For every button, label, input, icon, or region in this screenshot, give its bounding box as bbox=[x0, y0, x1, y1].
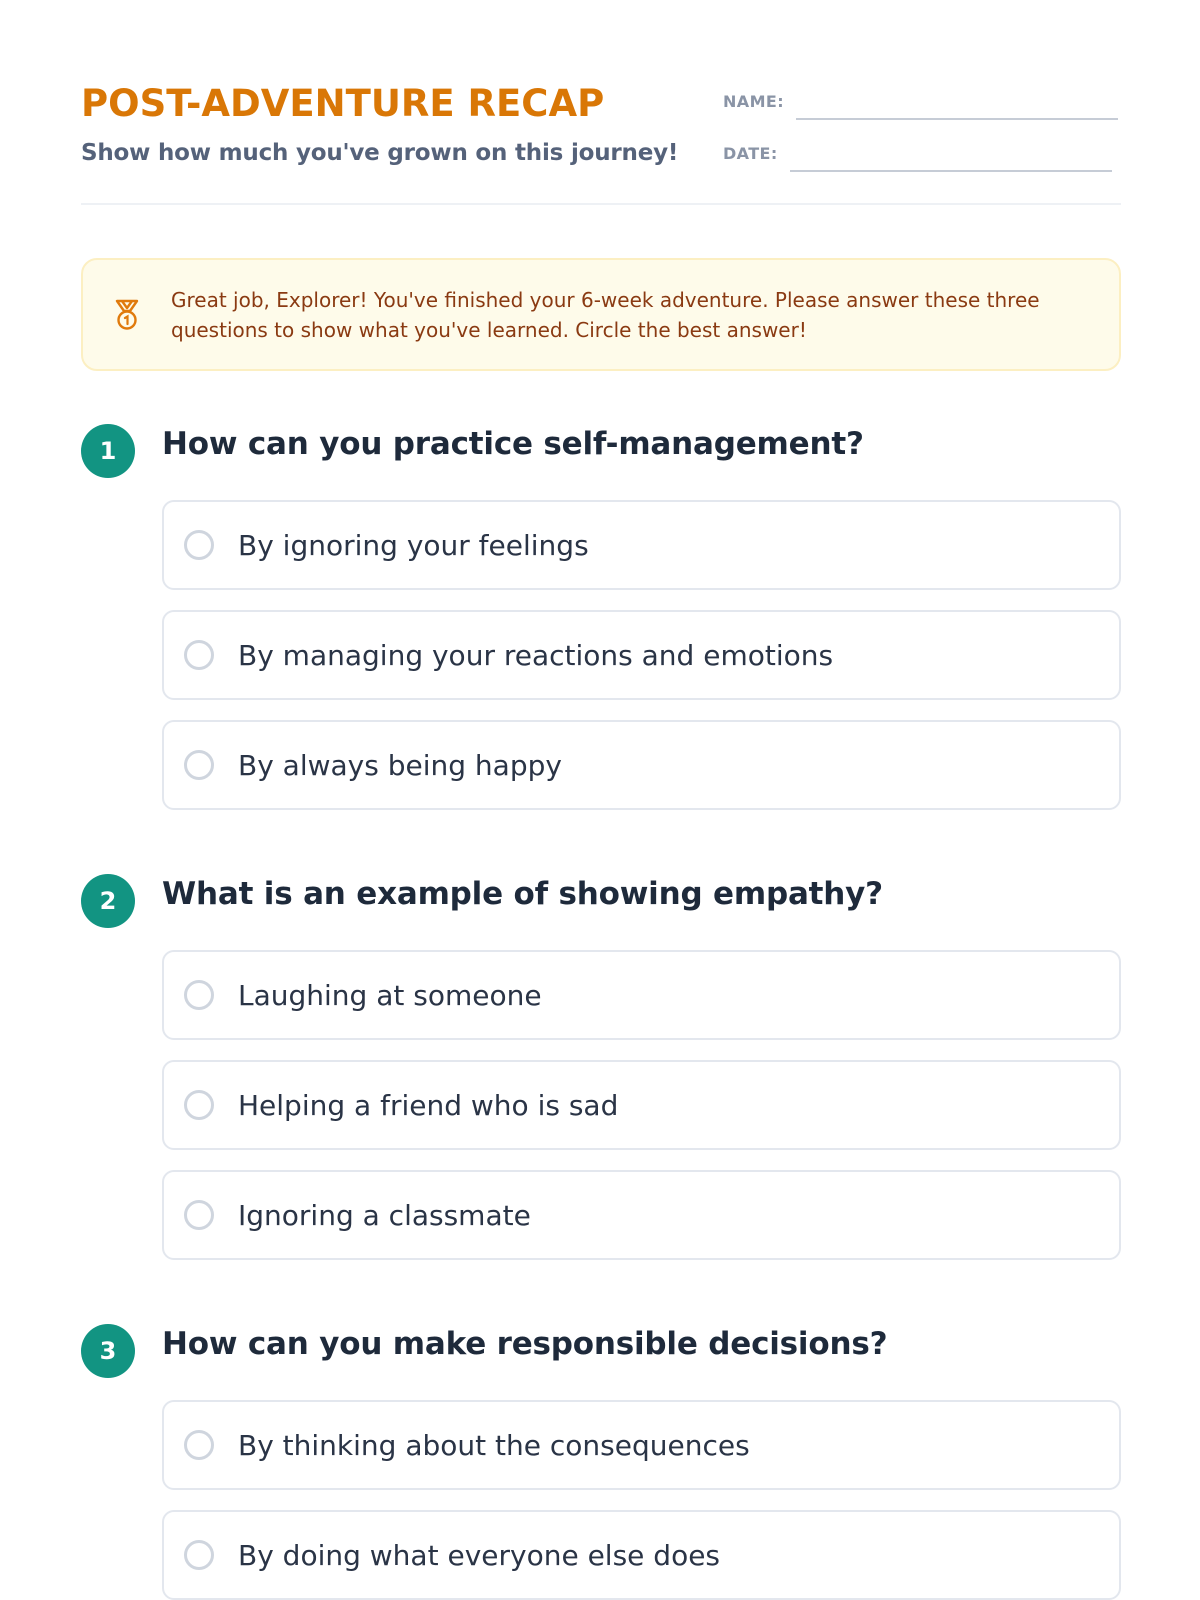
radio-circle-icon[interactable] bbox=[184, 1200, 214, 1230]
date-field[interactable] bbox=[723, 142, 1112, 172]
name-label: NAME: bbox=[723, 92, 785, 111]
name-field[interactable] bbox=[723, 90, 1118, 120]
page-subtitle: Show how much you've grown on this journey! bbox=[81, 140, 679, 166]
question-header bbox=[81, 874, 1121, 934]
question-text: How can you make responsible decisions? bbox=[162, 1326, 888, 1362]
radio-circle-icon[interactable] bbox=[184, 980, 214, 1010]
date-input-line[interactable] bbox=[790, 142, 1112, 172]
answer-option-label: By always being happy bbox=[238, 748, 562, 782]
answer-option[interactable] bbox=[162, 1510, 1121, 1600]
answer-option[interactable] bbox=[162, 610, 1121, 700]
instructions-text: Great job, Explorer! You've finished your 6-week adventure. Please answer these three questions to show what you've learned. Circle the best answer! bbox=[171, 287, 1040, 342]
answer-option-label: By ignoring your feelings bbox=[238, 528, 589, 562]
answer-option-label: By managing your reactions and emotions bbox=[238, 638, 834, 672]
question-number-badge: 3 bbox=[81, 1324, 135, 1378]
name-input-line[interactable] bbox=[796, 90, 1118, 120]
radio-circle-icon[interactable] bbox=[184, 530, 214, 560]
radio-circle-icon[interactable] bbox=[184, 1540, 214, 1570]
answer-option-label: Helping a friend who is sad bbox=[238, 1088, 619, 1122]
question-1 bbox=[81, 424, 1121, 782]
question-header bbox=[81, 424, 1121, 484]
question-3 bbox=[81, 1324, 1121, 1572]
answer-option[interactable] bbox=[162, 1060, 1121, 1150]
worksheet-header bbox=[81, 0, 1121, 205]
question-2 bbox=[81, 874, 1121, 1232]
medal-icon bbox=[113, 298, 141, 332]
question-header bbox=[81, 1324, 1121, 1384]
answer-option[interactable] bbox=[162, 1400, 1121, 1490]
instructions-banner bbox=[81, 258, 1121, 371]
answer-option[interactable] bbox=[162, 500, 1121, 590]
answer-option-label: By thinking about the consequences bbox=[238, 1428, 750, 1462]
answer-option[interactable] bbox=[162, 950, 1121, 1040]
question-number-badge: 2 bbox=[81, 874, 135, 928]
answer-option-label: By doing what everyone else does bbox=[238, 1538, 721, 1572]
question-text: How can you practice self-management? bbox=[162, 426, 864, 462]
question-text: What is an example of showing empathy? bbox=[162, 876, 883, 912]
answer-option-label: Laughing at someone bbox=[238, 978, 542, 1012]
question-number-badge: 1 bbox=[81, 424, 135, 478]
radio-circle-icon[interactable] bbox=[184, 1430, 214, 1460]
worksheet-page bbox=[81, 0, 1121, 1572]
page-title: POST-ADVENTURE RECAP bbox=[81, 82, 605, 125]
radio-circle-icon[interactable] bbox=[184, 1090, 214, 1120]
radio-circle-icon[interactable] bbox=[184, 750, 214, 780]
answer-option[interactable] bbox=[162, 720, 1121, 810]
answer-option[interactable] bbox=[162, 1170, 1121, 1260]
radio-circle-icon[interactable] bbox=[184, 640, 214, 670]
date-label: DATE: bbox=[723, 144, 778, 163]
answer-option-label: Ignoring a classmate bbox=[238, 1198, 531, 1232]
